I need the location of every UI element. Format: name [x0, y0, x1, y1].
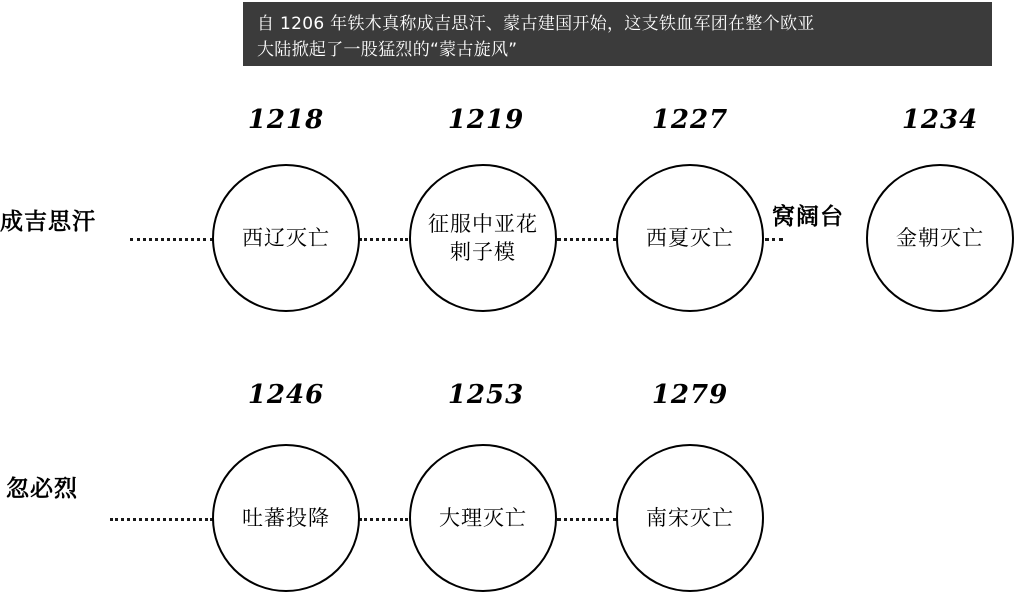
connector-line — [557, 518, 617, 521]
connector-line — [110, 518, 213, 521]
year-label: 1234 — [901, 105, 979, 135]
year-label: 1253 — [447, 380, 525, 410]
connector-line — [557, 238, 617, 241]
year-label: 1218 — [247, 105, 325, 135]
row-label-genghis: 成吉思汗 — [0, 208, 96, 235]
event-node[interactable] — [409, 164, 557, 312]
mid-label-ogedei: 窝阔台 — [772, 203, 844, 230]
banner-line-1: 自 1206 年铁木真称成吉思汗、蒙古建国开始，这支铁血军团在整个欧亚 — [257, 14, 815, 34]
event-node[interactable] — [212, 164, 360, 312]
connector-line — [765, 238, 783, 241]
connector-line — [359, 238, 408, 241]
year-label: 1246 — [247, 380, 325, 410]
event-node-text: 金朝灭亡 — [896, 226, 984, 250]
event-node-text: 南宋灭亡 — [646, 506, 734, 530]
timeline-row-genghis — [0, 95, 1030, 335]
event-node-text: 西夏灭亡 — [646, 226, 734, 250]
event-node-text: 大理灭亡 — [439, 506, 527, 530]
event-node[interactable] — [866, 164, 1014, 312]
year-label: 1279 — [651, 380, 729, 410]
event-node[interactable] — [616, 164, 764, 312]
event-node-text: 征服中亚花剌子模 — [428, 212, 538, 264]
timeline-row-kublai — [0, 370, 1030, 599]
connector-line — [359, 518, 408, 521]
event-node-text: 西辽灭亡 — [242, 226, 330, 250]
event-node[interactable] — [409, 444, 557, 592]
event-node[interactable] — [616, 444, 764, 592]
year-label: 1219 — [447, 105, 525, 135]
year-label: 1227 — [651, 105, 729, 135]
row-label-kublai: 忽必烈 — [6, 475, 78, 502]
event-node-text: 吐蕃投降 — [242, 506, 330, 530]
header-banner — [243, 2, 992, 66]
banner-line-2: 大陆掀起了一股猛烈的“蒙古旋风” — [257, 40, 518, 60]
connector-line — [130, 238, 213, 241]
event-node[interactable] — [212, 444, 360, 592]
